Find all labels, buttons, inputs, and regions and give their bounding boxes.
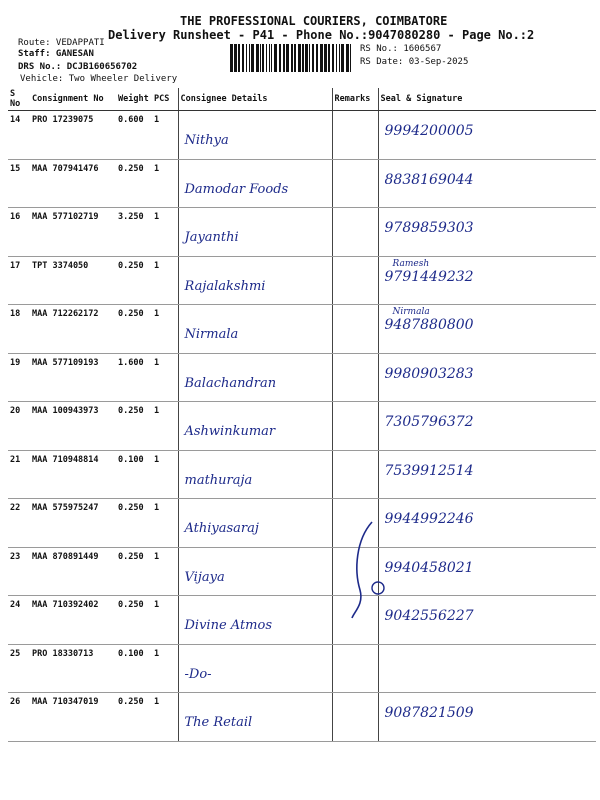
table-header-row <box>8 88 596 111</box>
cell-seal-signature <box>378 208 596 257</box>
cell-consignment-no: MAA 710392402 <box>30 596 116 645</box>
barcode-bar <box>302 44 304 72</box>
table-row <box>8 111 596 160</box>
staff-label: Staff: GANESAN <box>18 49 94 59</box>
barcode-bar <box>251 44 254 72</box>
cell-sno: 20 <box>8 402 30 451</box>
cell-pcs: 1 <box>152 644 178 693</box>
consignee-name: Ashwinkumar <box>184 424 276 439</box>
signature-phone: 9087821509 <box>384 705 474 721</box>
cell-seal-signature <box>378 596 596 645</box>
barcode-bar <box>286 44 289 72</box>
consignee-name: -Do- <box>184 666 212 682</box>
cell-consignee <box>178 305 332 354</box>
cell-pcs: 1 <box>152 256 178 305</box>
cell-seal-signature <box>378 305 596 354</box>
barcode-bar <box>350 44 351 72</box>
cell-weight: 0.250 <box>116 596 152 645</box>
cell-sno: 24 <box>8 596 30 645</box>
barcode-bar <box>274 44 277 72</box>
consignee-name: mathuraja <box>184 472 253 488</box>
table-row <box>8 693 596 742</box>
route-label: Route: VEDAPPATI <box>18 38 105 48</box>
cell-seal-signature <box>378 644 596 693</box>
barcode-bar <box>230 44 233 72</box>
cell-remarks <box>332 693 378 742</box>
barcode-bar <box>324 44 327 72</box>
consignee-name: The Retail <box>184 715 253 730</box>
barcode-bar <box>283 44 285 72</box>
barcode-bar <box>298 44 301 72</box>
barcode-bar <box>242 44 244 72</box>
barcode-bar <box>266 44 267 72</box>
barcode-bar <box>332 44 334 72</box>
cell-remarks <box>332 256 378 305</box>
signature-note: Ramesh <box>392 258 430 269</box>
signature-phone: 9944992246 <box>384 511 474 527</box>
table-row <box>8 256 596 305</box>
cell-weight: 0.250 <box>116 402 152 451</box>
table-row <box>8 159 596 208</box>
table-row <box>8 208 596 257</box>
table-row <box>8 547 596 596</box>
cell-consignment-no: MAA 100943973 <box>30 402 116 451</box>
cell-consignment-no: MAA 575975247 <box>30 499 116 548</box>
rs-date: RS Date: 03-Sep-2025 <box>360 57 469 67</box>
cell-sno: 25 <box>8 644 30 693</box>
header-remarks: Remarks <box>332 88 378 111</box>
cell-weight: 0.250 <box>116 499 152 548</box>
header-weight: Weight <box>116 88 152 111</box>
cell-consignee <box>178 644 332 693</box>
cell-consignment-no: MAA 870891449 <box>30 547 116 596</box>
cell-pcs: 1 <box>152 596 178 645</box>
cell-weight: 0.250 <box>116 305 152 354</box>
barcode-bar <box>316 44 318 72</box>
barcode-bar <box>328 44 330 72</box>
signature-phone: 9994200005 <box>384 123 474 139</box>
barcode-bar <box>339 44 340 72</box>
barcode-bar <box>279 44 281 72</box>
cell-sno: 14 <box>8 111 30 160</box>
cell-consignment-no: MAA 577109193 <box>30 353 116 402</box>
cell-consignee <box>178 596 332 645</box>
cell-consignment-no: MAA 707941476 <box>30 159 116 208</box>
cell-weight: 0.250 <box>116 256 152 305</box>
runsheet-table <box>8 88 596 742</box>
cell-weight: 0.100 <box>116 644 152 693</box>
cell-weight: 0.600 <box>116 111 152 160</box>
barcode-bar <box>260 44 261 72</box>
table-row <box>8 450 596 499</box>
barcode-bar <box>320 44 323 72</box>
consignee-name: Nithya <box>184 133 229 148</box>
consignee-name: Rajalakshmi <box>184 278 266 294</box>
cell-consignee <box>178 256 332 305</box>
cell-remarks <box>332 111 378 160</box>
cell-sno: 18 <box>8 305 30 354</box>
consignee-name: Nirmala <box>184 327 239 342</box>
cell-remarks <box>332 402 378 451</box>
barcode-bar <box>246 44 247 72</box>
vehicle-label: Vehicle: Two Wheeler Delivery <box>20 74 178 84</box>
cell-weight: 0.250 <box>116 547 152 596</box>
cell-remarks <box>332 644 378 693</box>
cell-seal-signature <box>378 256 596 305</box>
cell-consignment-no: PRO 17239075 <box>30 111 116 160</box>
consignee-name: Damodar Foods <box>184 181 289 197</box>
cell-consignee <box>178 693 332 742</box>
consignee-name: Balachandran <box>184 375 277 391</box>
barcode-bar <box>291 44 293 72</box>
cell-consignee <box>178 402 332 451</box>
cell-seal-signature <box>378 693 596 742</box>
cell-seal-signature <box>378 450 596 499</box>
consignee-name: Jayanthi <box>184 230 239 245</box>
cell-pcs: 1 <box>152 402 178 451</box>
cell-seal-signature <box>378 111 596 160</box>
barcode-bar <box>269 44 270 72</box>
cell-consignment-no: PRO 18330713 <box>30 644 116 693</box>
cell-weight: 1.600 <box>116 353 152 402</box>
cell-remarks <box>332 450 378 499</box>
runsheet-title: Delivery Runsheet - P41 - Phone No.:9047080280 - Page No.:2 <box>108 28 535 42</box>
barcode-bar <box>341 44 344 72</box>
barcode-bar <box>346 44 349 72</box>
table-row <box>8 596 596 645</box>
cell-seal-signature <box>378 353 596 402</box>
signature-phone: 9980903283 <box>384 365 474 382</box>
cell-weight: 0.250 <box>116 159 152 208</box>
cell-consignment-no: MAA 577102719 <box>30 208 116 257</box>
barcode-bar <box>238 44 240 72</box>
signature-phone: 8838169044 <box>384 171 474 188</box>
cell-consignee <box>178 499 332 548</box>
cell-pcs: 1 <box>152 547 178 596</box>
barcode-bar <box>305 44 308 72</box>
signature-phone: 9789859303 <box>384 220 474 236</box>
cell-consignee <box>178 450 332 499</box>
barcode-bar <box>294 44 296 72</box>
consignee-name: Athiyasaraj <box>184 521 259 536</box>
cell-pcs: 1 <box>152 499 178 548</box>
cell-consignee <box>178 159 332 208</box>
cell-weight: 0.100 <box>116 450 152 499</box>
barcode-bar <box>312 44 314 72</box>
header-pcs: PCS <box>152 88 178 111</box>
cell-seal-signature <box>378 499 596 548</box>
consignee-name: Divine Atmos <box>184 618 272 633</box>
barcode-bar <box>336 44 337 72</box>
signature-phone: 9042556227 <box>384 608 474 624</box>
signature-note: Nirmala <box>392 307 430 317</box>
header-sno: S No <box>8 88 30 111</box>
signature-phone: 7539912514 <box>384 462 474 479</box>
signature-stroke-icon <box>350 520 390 620</box>
barcode-bar <box>309 44 310 72</box>
table-row <box>8 305 596 354</box>
cell-sno: 26 <box>8 693 30 742</box>
signature-phone: 9940458021 <box>384 559 474 576</box>
signature-phone: 9487880800 <box>384 317 474 333</box>
barcode-bar <box>256 44 259 72</box>
barcode-bar <box>234 44 237 72</box>
cell-consignee <box>178 353 332 402</box>
cell-weight: 3.250 <box>116 208 152 257</box>
table-row <box>8 353 596 402</box>
cell-remarks <box>332 305 378 354</box>
cell-consignment-no: MAA 710948814 <box>30 450 116 499</box>
drs-number: DRS No.: DCJB160656702 <box>18 62 138 72</box>
table-row <box>8 499 596 548</box>
header-consignee: Consignee Details <box>178 88 332 111</box>
cell-consignee <box>178 111 332 160</box>
cell-pcs: 1 <box>152 450 178 499</box>
cell-sno: 22 <box>8 499 30 548</box>
signature-phone: 7305796372 <box>384 414 474 430</box>
barcode-bar <box>271 44 272 72</box>
cell-sno: 19 <box>8 353 30 402</box>
cell-seal-signature <box>378 402 596 451</box>
cell-sno: 17 <box>8 256 30 305</box>
company-title: THE PROFESSIONAL COURIERS, COIMBATORE <box>180 14 448 28</box>
cell-pcs: 1 <box>152 208 178 257</box>
cell-pcs: 1 <box>152 305 178 354</box>
cell-consignee <box>178 208 332 257</box>
barcode-bar <box>262 44 264 72</box>
cell-remarks <box>332 353 378 402</box>
cell-pcs: 1 <box>152 693 178 742</box>
cell-sno: 15 <box>8 159 30 208</box>
cell-consignee <box>178 547 332 596</box>
header-consignment: Consignment No <box>30 88 116 111</box>
cell-pcs: 1 <box>152 159 178 208</box>
cell-seal-signature <box>378 159 596 208</box>
consignee-name: Vijaya <box>184 569 225 585</box>
cell-consignment-no: MAA 712262172 <box>30 305 116 354</box>
header-seal: Seal & Signature <box>378 88 596 111</box>
barcode-bar <box>249 44 250 72</box>
cell-seal-signature <box>378 547 596 596</box>
cell-sno: 16 <box>8 208 30 257</box>
cell-remarks <box>332 208 378 257</box>
table-row <box>8 644 596 693</box>
cell-pcs: 1 <box>152 353 178 402</box>
cell-consignment-no: MAA 710347019 <box>30 693 116 742</box>
cell-remarks <box>332 159 378 208</box>
cell-sno: 23 <box>8 547 30 596</box>
cell-sno: 21 <box>8 450 30 499</box>
barcode-icon <box>230 44 354 72</box>
signature-phone: 9791449232 <box>384 268 474 285</box>
cell-weight: 0.250 <box>116 693 152 742</box>
table-row <box>8 402 596 451</box>
cell-consignment-no: TPT 3374050 <box>30 256 116 305</box>
rs-number: RS No.: 1606567 <box>360 44 442 54</box>
cell-pcs: 1 <box>152 111 178 160</box>
